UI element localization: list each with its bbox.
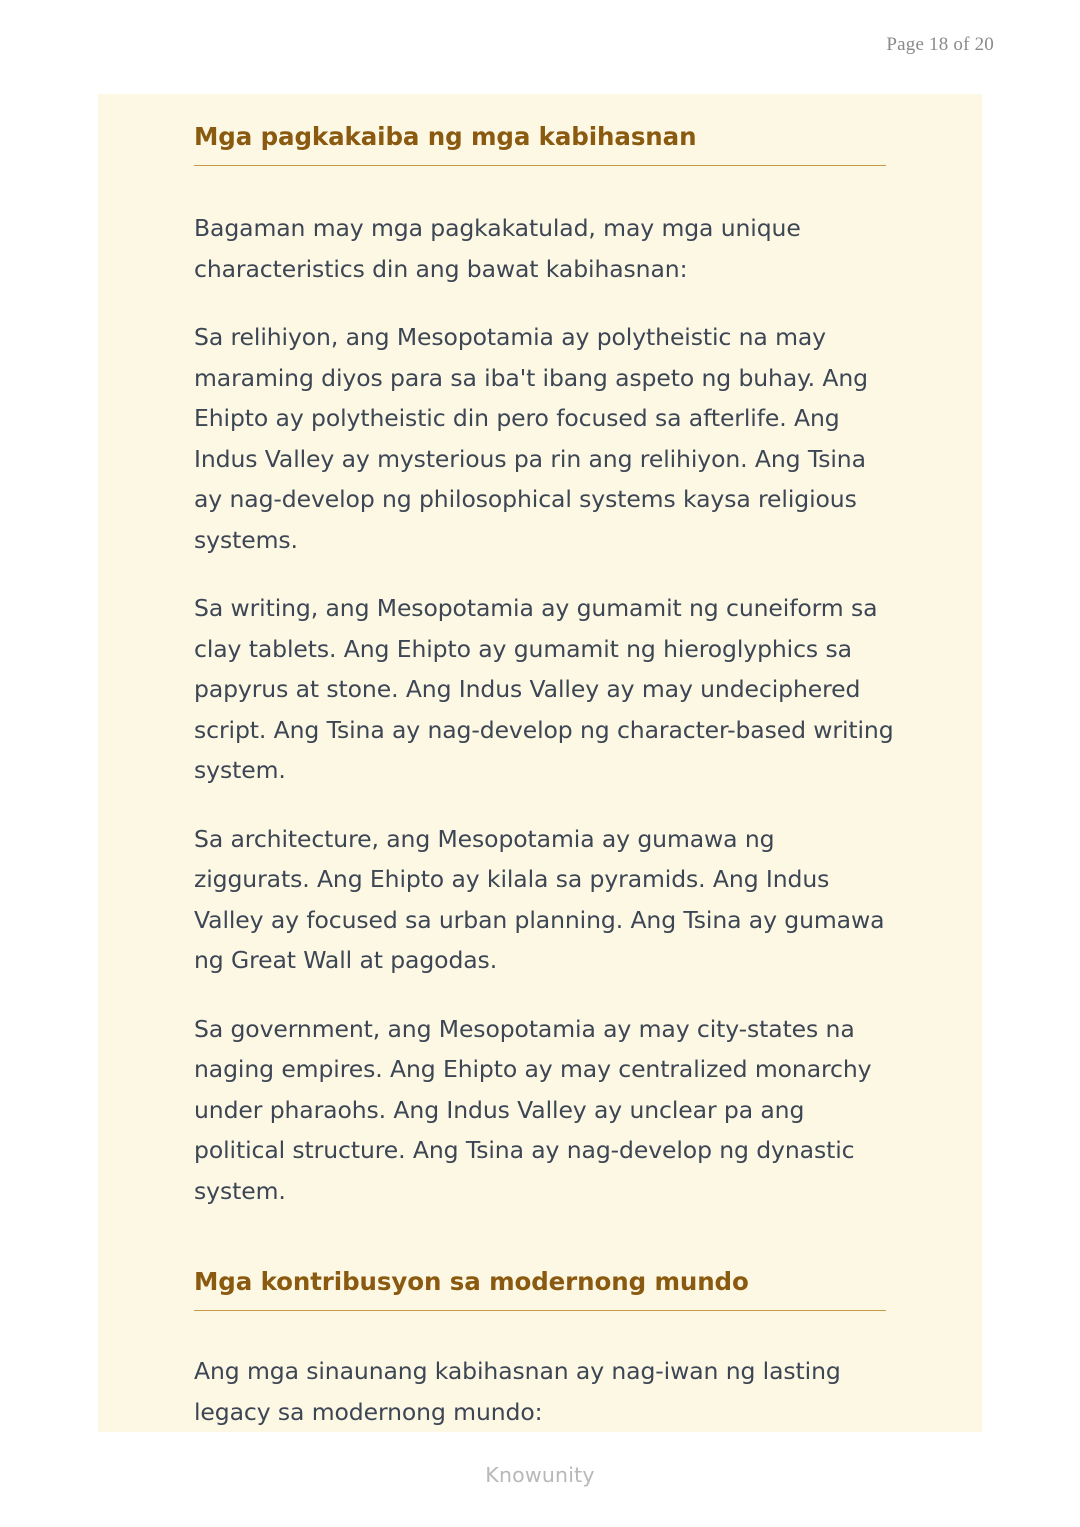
heading-divider [194,1310,886,1311]
section-title-differences: Mga pagkakaiba ng mga kabihasnan [194,122,697,151]
paragraph-religion: Sa relihiyon, ang Mesopotamia ay polytheistic na may maraming diyos para sa iba't ibang aspeto ng buhay. Ang Ehipto ay polytheistic din pero focused sa afterlife. Ang Indus Valley ay mysterious pa rin ang relihiyon. Ang Tsina ay nag-develop ng philosophical systems kaysa religious systems. [194,323,868,554]
footer-brand-label: Knowunity [485,1463,595,1487]
page-indicator: Page 18 of 20 [886,34,994,55]
paragraph-government: Sa government, ang Mesopotamia ay may city-states na naging empires. Ang Ehipto ay may centralized monarchy under pharaohs. Ang Indus Valley ay unclear pa ang political structure. Ang Tsina ay nag-develop ng dynastic system. [194,1014,872,1205]
heading-divider [194,165,886,166]
section-heading-block-2 [194,1267,920,1311]
note-content-inner [98,94,982,1432]
section-heading-block-1 [194,122,920,166]
paragraph-writing: Sa writing, ang Mesopotamia ay gumamit ng cuneiform sa clay tablets. Ang Ehipto ay gumamit ng hieroglyphics sa papyrus at stone. Ang Indus Valley ay may undeciphered script. Ang Tsina ay nag-develop ng character-based writing system. [194,594,894,784]
paragraph-architecture: Sa architecture, ang Mesopotamia ay gumawa ng ziggurats. Ang Ehipto ay kilala sa pyramids. Ang Indus Valley ay focused sa urban planning. Ang Tsina ay gumawa ng Great Wall at pagodas. [194,824,885,974]
section-title-contributions: Mga kontribusyon sa modernong mundo [194,1267,749,1296]
paragraph-intro-contributions: Ang mga sinaunang kabihasnan ay nag-iwan ng lasting legacy sa modernong mundo: [194,1357,841,1426]
note-content-card [98,94,982,1432]
paragraph-intro-differences: Bagaman may mga pagkakatulad, may mga unique characteristics din ang bawat kabihasnan: [194,214,801,283]
